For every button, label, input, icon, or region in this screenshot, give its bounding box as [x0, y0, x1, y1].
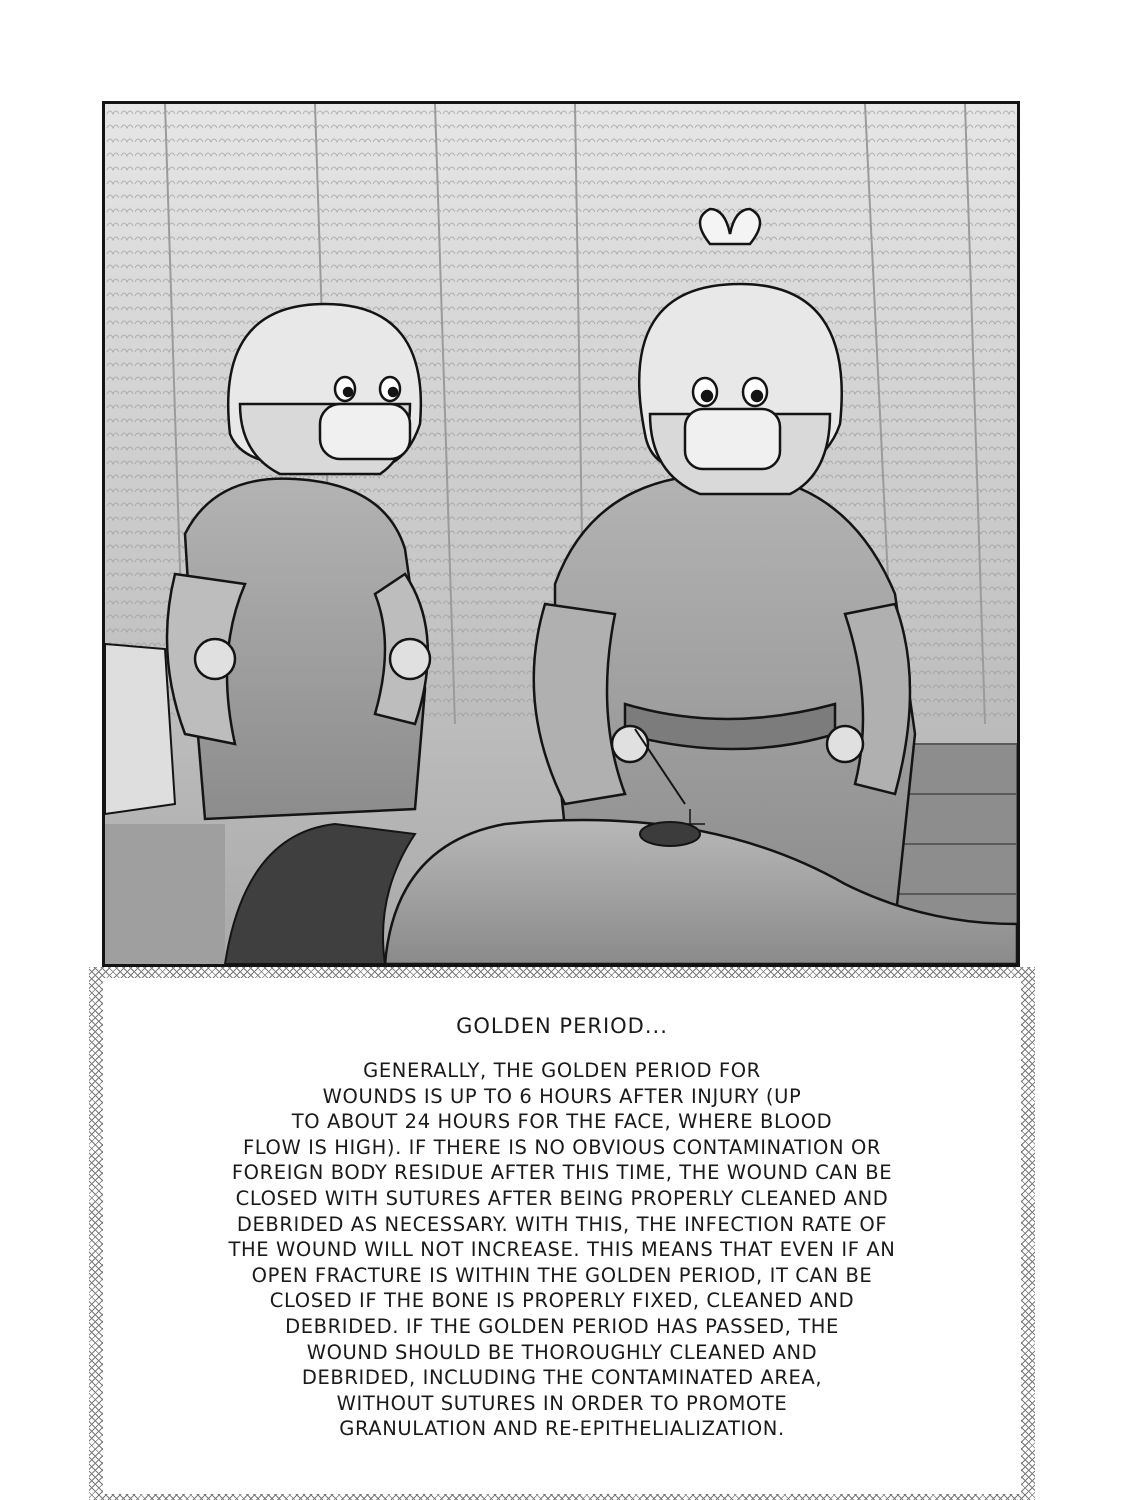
side-table: [105, 644, 175, 814]
footnote-line: DEBRIDED, INCLUDING THE CONTAMINATED AREA,: [301, 1366, 823, 1390]
footnote-line: DEBRIDED. IF THE GOLDEN PERIOD HAS PASSED, THE: [285, 1314, 839, 1338]
footnote-inner: [103, 978, 1021, 1494]
footnote-line: CLOSED IF THE BONE IS PROPERLY FIXED, CLEANED AND: [269, 1289, 855, 1313]
footnote-line: CLOSED WITH SUTURES AFTER BEING PROPERLY CLEANED AND: [235, 1186, 889, 1210]
footnote-line: FLOW IS HIGH). IF THERE IS NO OBVIOUS CONTAMINATION OR: [242, 1135, 882, 1159]
footnote-body: [202, 1058, 922, 1442]
footnote-line: THE WOUND WILL NOT INCREASE. THIS MEANS THAT EVEN IF AN: [228, 1238, 896, 1262]
footnote-line: WITHOUT SUTURES IN ORDER TO PROMOTE: [336, 1391, 788, 1415]
surgery-illustration: [105, 104, 1017, 964]
manga-panel-surgery-scene: [102, 101, 1020, 967]
footnote-line: FOREIGN BODY RESIDUE AFTER THIS TIME, THE WOUND CAN BE: [231, 1161, 893, 1185]
footnote-line: WOUND SHOULD BE THOROUGHLY CLEANED AND: [306, 1340, 818, 1364]
footnote-line: GRANULATION AND RE-EPITHELIALIZATION.: [339, 1417, 785, 1441]
footnote-line: WOUNDS IS UP TO 6 HOURS AFTER INJURY (UP: [322, 1084, 802, 1108]
footnote-line: TO ABOUT 24 HOURS FOR THE FACE, WHERE BLOOD: [291, 1110, 833, 1134]
wound-opening: [640, 822, 700, 846]
footnote-line: GENERALLY, THE GOLDEN PERIOD FOR: [363, 1059, 761, 1082]
footnote-line: DEBRIDED AS NECESSARY. WITH THIS, THE INFECTION RATE OF: [236, 1212, 888, 1236]
footnote-title: GOLDEN PERIOD...: [456, 1014, 668, 1038]
footnote-line: OPEN FRACTURE IS WITHIN THE GOLDEN PERIOD, IT CAN BE: [251, 1263, 873, 1287]
footnote-box: [89, 967, 1035, 1500]
